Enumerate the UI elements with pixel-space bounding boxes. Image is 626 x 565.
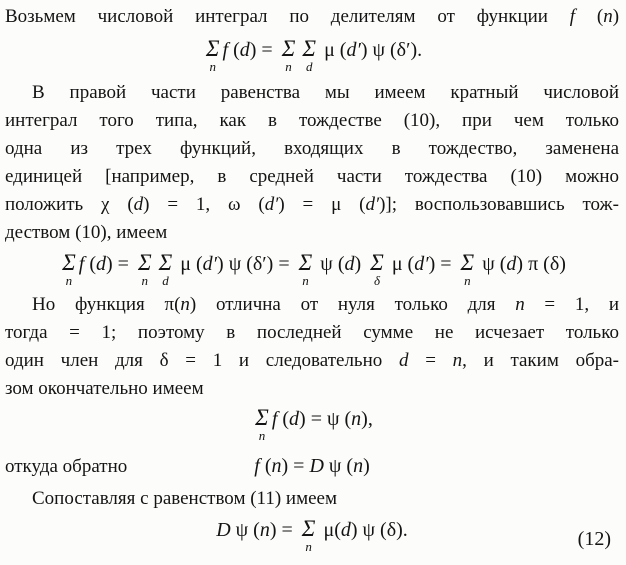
summation-index: n: [209, 59, 216, 74]
text-line: [5, 163, 619, 191]
text-run: ) = 1, ω (: [143, 194, 265, 215]
text-run: , и таким обра-: [462, 350, 619, 371]
text-line: [5, 347, 619, 375]
display-formula-chain: [5, 251, 619, 286]
text-run: ) ψ (δ).: [350, 519, 408, 541]
text-run: (: [575, 6, 604, 27]
text-run: Но функция π(: [32, 294, 181, 315]
text-run: ) = ψ (: [299, 408, 352, 430]
sigma-glyph: Σ: [298, 250, 313, 275]
text-run: деством (10), имеем: [5, 222, 168, 243]
sigma-glyph: Σ: [460, 250, 475, 275]
text-run: (: [277, 408, 290, 430]
math-var: d: [344, 253, 355, 275]
math-var: D: [309, 455, 324, 477]
text-run: Возьмем числовой интеграл по делителям от функции: [5, 6, 570, 27]
math-var: n: [259, 519, 270, 541]
math-var: d: [95, 253, 106, 275]
summation-sign: [282, 38, 296, 72]
math-var: n: [271, 455, 282, 477]
math-var: d: [506, 253, 517, 275]
summation-sign: [255, 407, 269, 441]
text-run: =: [408, 350, 453, 371]
text-run: ) =: [269, 519, 298, 541]
sigma-glyph: Σ: [301, 516, 316, 541]
text-line: [5, 135, 619, 163]
text-run: (: [228, 39, 240, 61]
equation-row: [5, 517, 619, 552]
text-run: одна из трех функций, входящих в тождество, заменена: [5, 138, 619, 159]
text-run: ψ (: [230, 519, 260, 541]
math-var: d′: [202, 253, 218, 275]
math-var: d′: [264, 194, 279, 215]
text-run: ) =: [249, 39, 278, 61]
text-run: μ(: [318, 519, 341, 541]
math-var: f: [254, 455, 260, 477]
paragraph-intro: [5, 3, 619, 31]
summation-index: δ: [373, 273, 381, 288]
text-run: ) =: [428, 253, 457, 275]
summation-sign: [302, 518, 316, 552]
math-var: f: [222, 39, 229, 61]
summation-index: n: [302, 273, 309, 288]
text-run: В правой части равенства мы имеем кратный числовой: [32, 82, 619, 103]
display-formula-divisor-integral: [5, 37, 619, 72]
summation-index: n: [65, 273, 73, 288]
summation-index: n: [258, 428, 266, 443]
summation-sign: [370, 252, 384, 286]
text-run: ψ (: [315, 253, 345, 275]
math-var: n: [603, 6, 613, 27]
text-run: ) =: [105, 253, 134, 275]
sigma-glyph: Σ: [205, 36, 220, 61]
sigma-glyph: Σ: [302, 36, 317, 61]
text-run: ψ (: [477, 253, 507, 275]
summation-sign: [138, 252, 152, 286]
paragraph-identity-explanation: [5, 79, 619, 247]
summation-index: n: [141, 273, 149, 288]
text-run: (: [84, 253, 96, 275]
summation-index: d: [162, 273, 169, 288]
math-var: d: [133, 194, 144, 215]
text-run: ),: [361, 408, 373, 430]
math-var: d: [398, 350, 409, 371]
math-var: n: [180, 294, 190, 315]
text-run: μ (: [175, 253, 203, 275]
text-line: [5, 3, 619, 31]
display-formula-sum-psi: [5, 406, 619, 441]
summation-sign: [299, 252, 313, 286]
text-line: [5, 191, 619, 219]
text-line: [5, 485, 619, 513]
text-line: [5, 79, 619, 107]
text-line: [5, 291, 619, 319]
summation-sign: [206, 38, 220, 72]
math-var: d′: [346, 39, 361, 61]
sigma-glyph: Σ: [370, 250, 384, 275]
display-formula-12: [5, 517, 619, 552]
summation-index: n: [464, 273, 471, 288]
math-var: d: [340, 519, 351, 541]
text-run: ): [354, 253, 367, 275]
text-line: [5, 219, 619, 247]
math-var: n: [515, 294, 525, 315]
sigma-glyph: Σ: [281, 36, 296, 61]
summation-index: n: [285, 59, 292, 74]
text-run: μ (: [319, 39, 347, 61]
text-run: ): [612, 6, 620, 27]
math-var: n: [351, 408, 362, 430]
text-run: тогда = 1; поэтому в последней сумме не исчезает только: [5, 322, 619, 343]
math-var: d: [239, 39, 250, 61]
sigma-glyph: Σ: [62, 250, 76, 275]
sigma-glyph: Σ: [255, 405, 269, 430]
text-run: единицей [например, в средней части тождества (10) можно: [5, 166, 619, 187]
text-line: [5, 375, 619, 403]
text-run: зом окончательно имеем: [5, 378, 204, 399]
text-run: ): [363, 455, 370, 477]
text-run: положить χ (: [5, 194, 134, 215]
text-run: интеграл того типа, как в тождестве (10), при чем только: [5, 110, 619, 131]
text-run: )]; воспользовавшись тож-: [379, 194, 619, 215]
math-var: f: [271, 408, 278, 430]
text-run: μ (: [386, 253, 415, 275]
paragraph-pi-function: [5, 291, 619, 403]
summation-sign: [62, 252, 76, 286]
equation-number: (12): [577, 528, 611, 550]
summation-index: d: [305, 59, 313, 74]
text-run: ) отлична от нуля только для: [189, 294, 516, 315]
summation-sign: [461, 252, 475, 286]
text-run: ) ψ (δ′).: [360, 39, 423, 61]
math-var: d′: [414, 253, 429, 275]
text-run: ) = μ (: [278, 194, 366, 215]
math-var: n: [452, 350, 463, 371]
math-var: D: [216, 519, 231, 541]
aside-text: откуда обратно: [5, 456, 128, 477]
math-var: n: [353, 455, 364, 477]
math-var: d′: [365, 194, 380, 215]
text-run: ) π (δ): [516, 253, 566, 275]
summation-index: n: [305, 539, 312, 554]
text-run: один член для δ = 1 и следовательно: [5, 350, 399, 371]
paragraph-comparison: [5, 485, 619, 513]
text-run: ψ (: [323, 455, 354, 477]
math-var: d: [289, 408, 300, 430]
text-line: [5, 107, 619, 135]
sigma-glyph: Σ: [137, 250, 152, 275]
math-var: f: [569, 6, 576, 27]
text-line: [5, 319, 619, 347]
text-run: ) =: [281, 455, 310, 477]
text-run: ) ψ (δ′) =: [217, 253, 295, 275]
text-run: = 1, и: [524, 294, 619, 315]
text-run: (: [259, 455, 272, 477]
summation-sign: [159, 252, 173, 286]
math-var: f: [78, 253, 85, 275]
sigma-glyph: Σ: [158, 250, 173, 275]
text-run: Сопоставляя с равенством (11) имеем: [32, 488, 337, 509]
summation-sign: [302, 38, 316, 72]
aside-row: [5, 441, 619, 485]
